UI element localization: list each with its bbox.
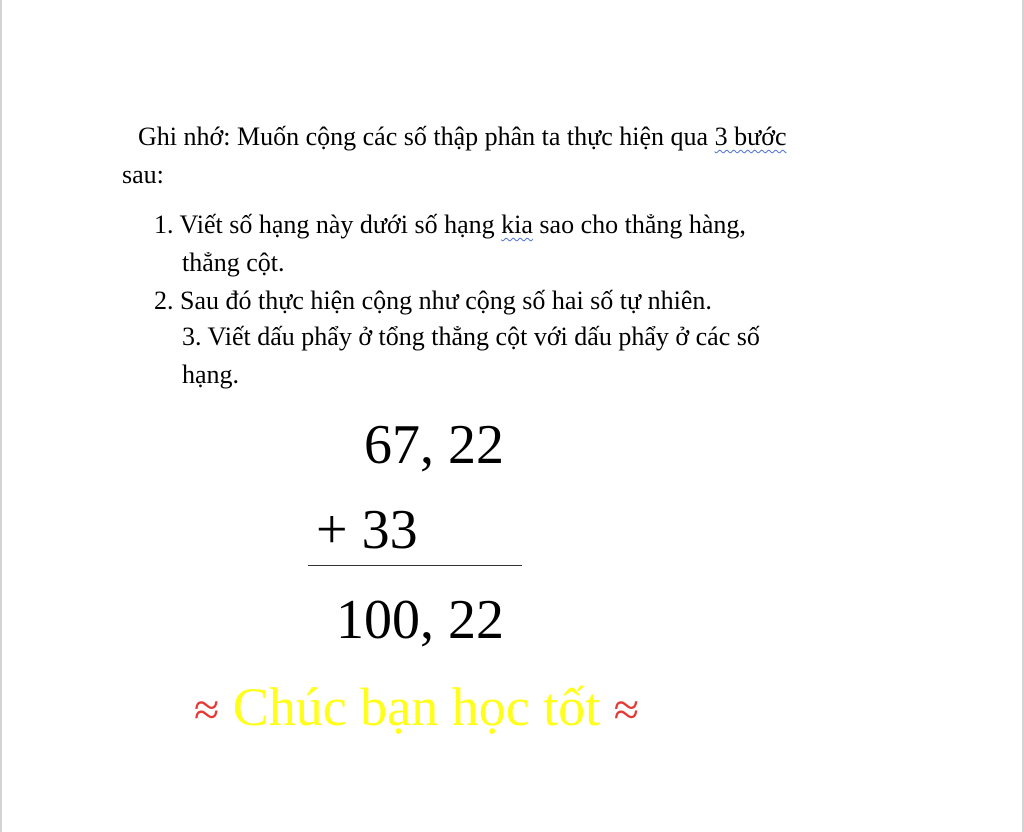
closing-message (194, 675, 639, 742)
step-3-line-1: 3. Viết dấu phẩy ở tổng thẳng cột với dấu phẩy ở các số (182, 322, 760, 351)
step-2: 2. Sau đó thực hiện cộng như cộng số hai số tự nhiên. (154, 286, 712, 315)
approx-symbol-left: ≈ (194, 684, 220, 735)
step-1-prefix: 1. Viết số hạng này dưới số hạng (154, 210, 502, 239)
note-line-2: sau: (122, 160, 164, 189)
closing-text: Chúc bạn học tốt (232, 677, 601, 737)
approx-symbol-right: ≈ (613, 684, 639, 735)
addend-1: 67, 22 (364, 414, 504, 476)
note-line-1-underlined: 3 bước (714, 122, 787, 151)
step-1-suffix: sao cho thẳng hàng, (532, 210, 746, 239)
step-1-line-2: thẳng cột. (182, 248, 285, 277)
note-line-1-prefix: Ghi nhớ: Muốn cộng các số thập phân ta thực hiện qua (138, 122, 715, 151)
step-1-underlined-word: kia (501, 210, 533, 239)
step-3-line-2: hạng. (182, 360, 240, 389)
addend-2: + 33 (316, 499, 418, 561)
step-1-line-1 (154, 210, 746, 240)
note-line-1 (138, 122, 787, 152)
sum-line-divider (308, 565, 522, 566)
sum-result: 100, 22 (336, 589, 504, 651)
